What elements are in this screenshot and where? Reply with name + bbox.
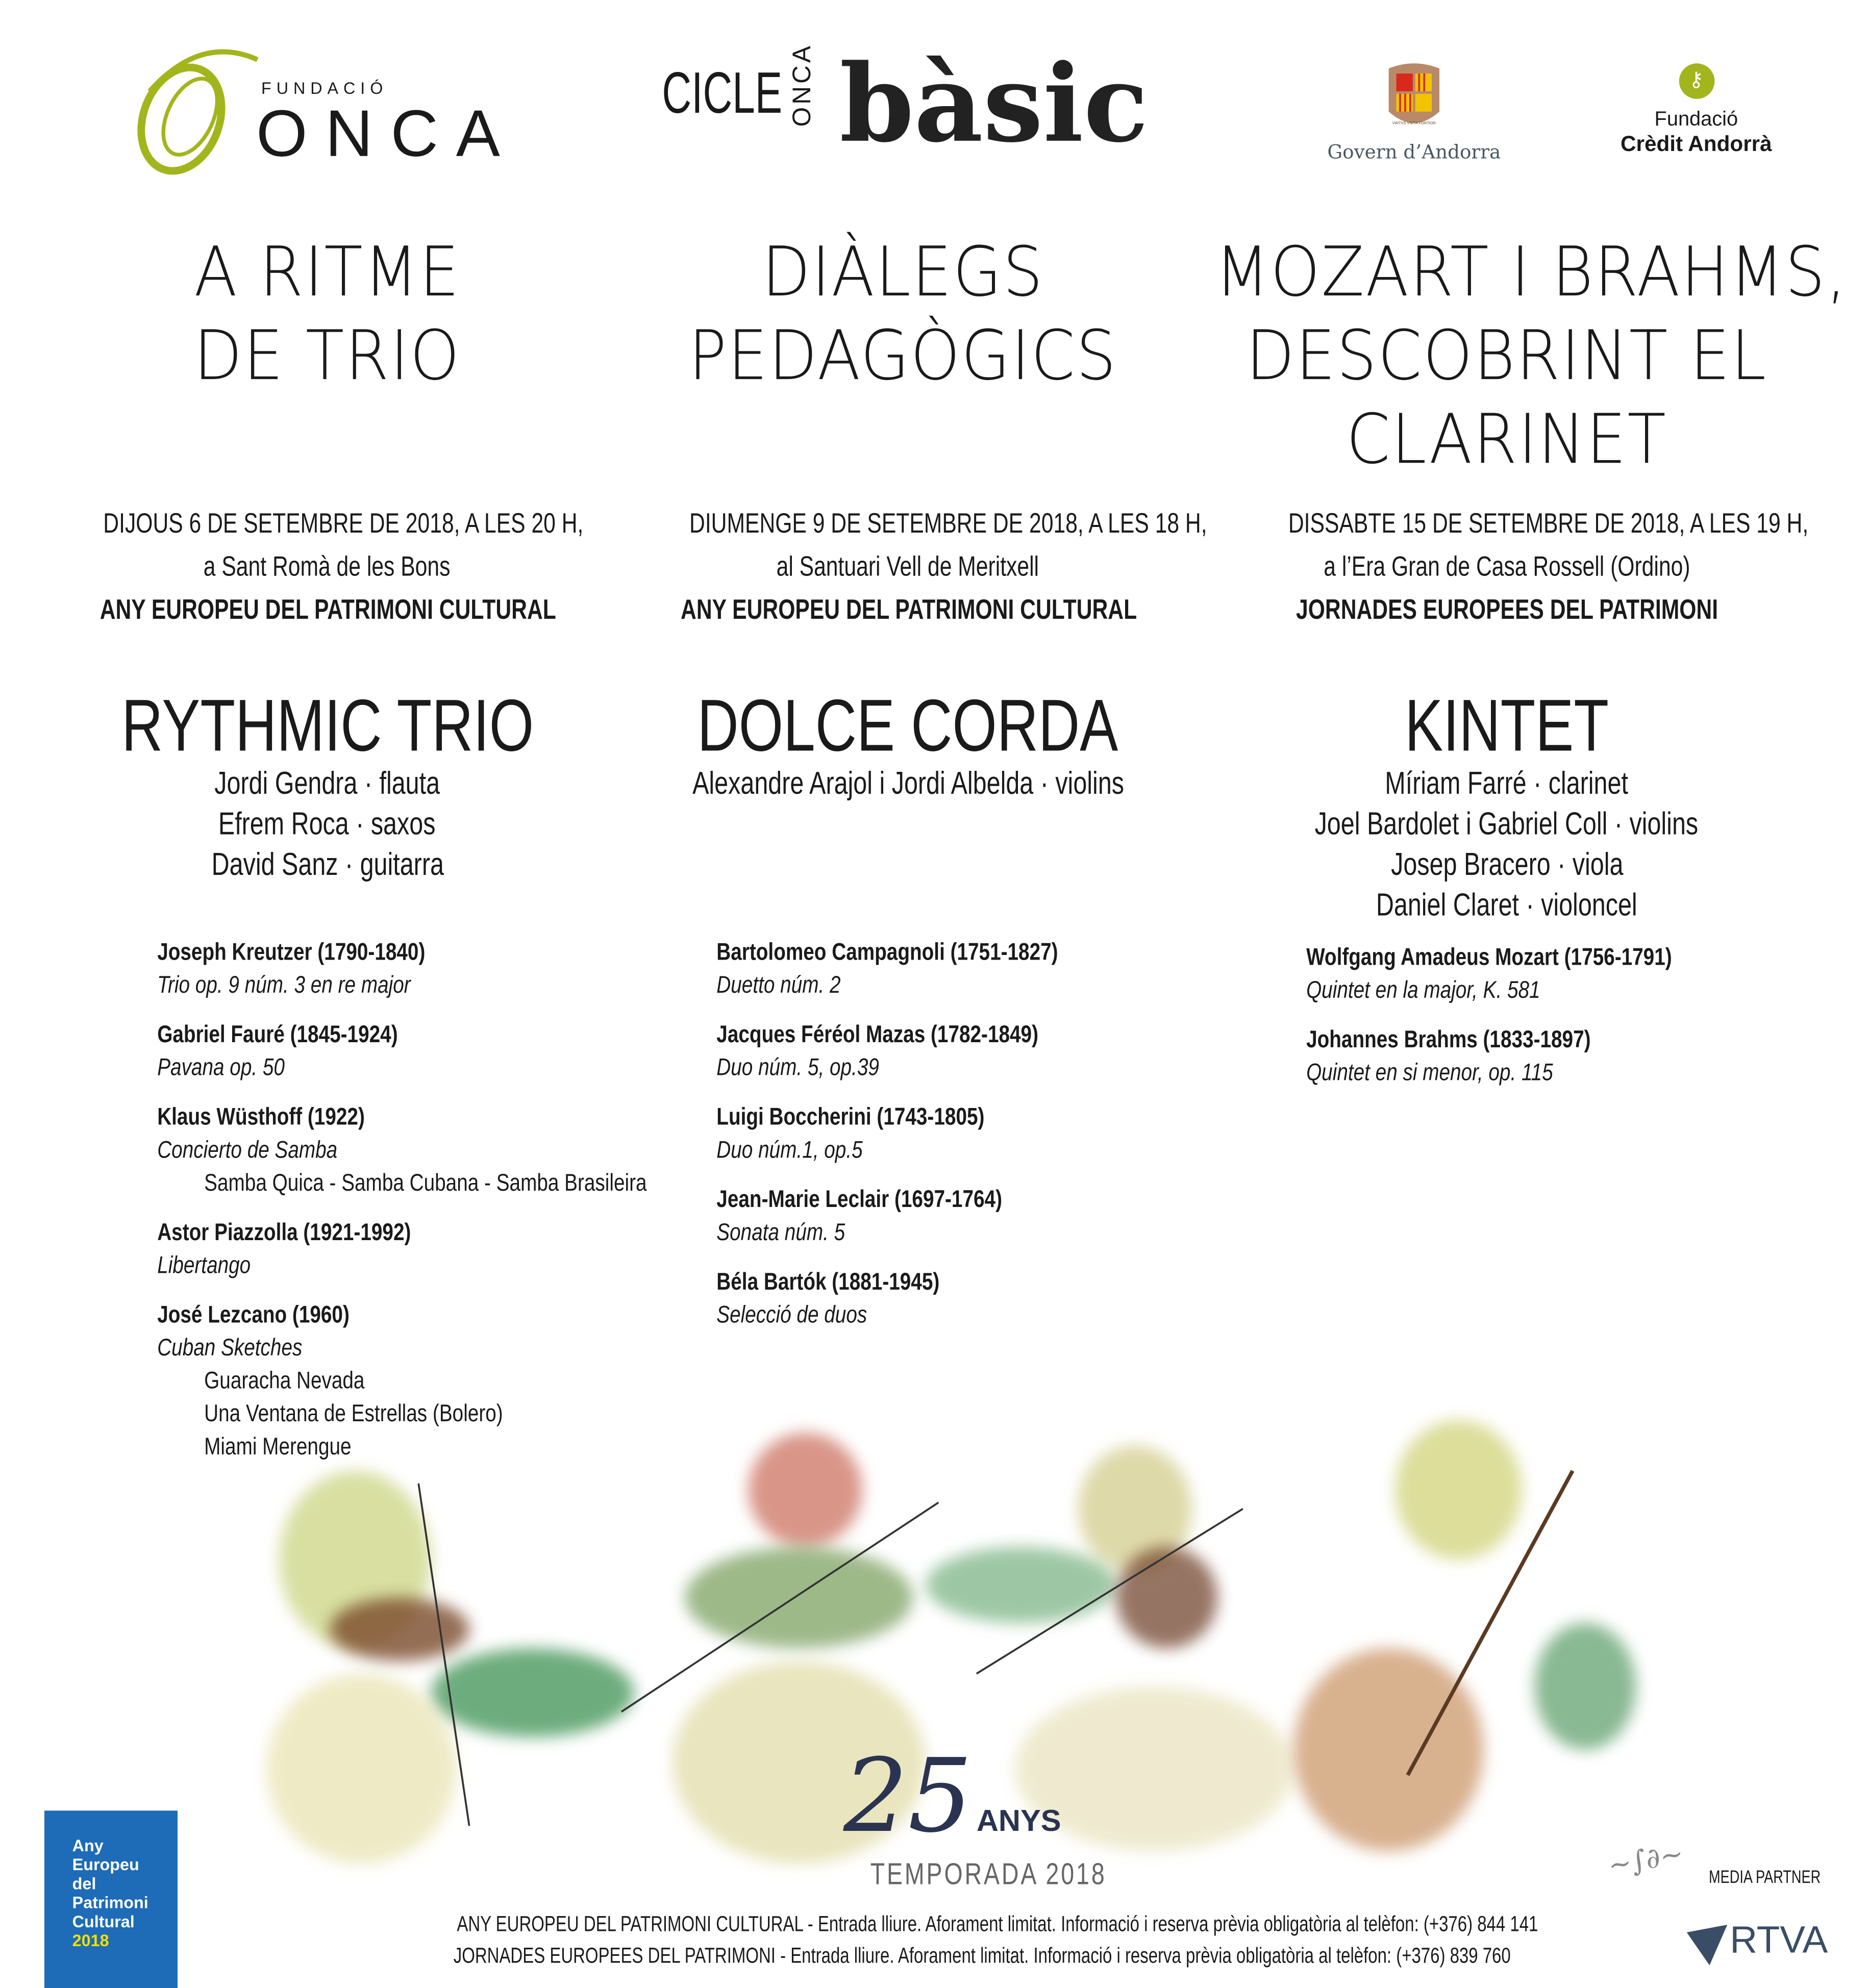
composer: Luigi Boccherini (1743-1805)	[716, 1104, 985, 1131]
composer: José Lezcano (1960)	[157, 1302, 350, 1329]
movement: Guaracha Nevada	[204, 1368, 365, 1395]
work: Quintet en si menor, op. 115	[1306, 1060, 1553, 1087]
artist-signature: ~∫∂~	[1606, 1838, 1686, 1883]
credit-line1: Fundació	[1654, 109, 1738, 131]
program-3	[1306, 942, 1752, 1107]
ensemble-1	[36, 685, 619, 885]
composer: Jean-Marie Leclair (1697-1764)	[716, 1187, 1002, 1214]
footer-line: ANY EUROPEU DEL PATRIMONI CULTURAL - Entrada lliure. Aforament limitat. Informació i reserva prèvia obligatòria al telèfon: (+376) 844 141	[457, 1912, 1538, 1936]
fundacio-credit-andorra-logo	[1598, 63, 1795, 157]
concert-date: DIUMENGE 9 DE SETEMBRE DE 2018, A LES 18 H,	[689, 507, 1207, 539]
work: Pavana op. 50	[157, 1054, 285, 1082]
season-label	[837, 1857, 1107, 1893]
media-partner-label	[1693, 1867, 1836, 1887]
member: Josep Bracero · viola	[1390, 847, 1623, 883]
concert-1	[36, 231, 619, 398]
work: Quintet en la major, K. 581	[1306, 977, 1540, 1004]
composer: Gabriel Fauré (1845-1924)	[157, 1022, 398, 1049]
ensemble-name: DOLCE CORDA	[698, 685, 1118, 767]
season-text: TEMPORADA 2018	[870, 1857, 1107, 1892]
cicle-text: CICLE	[662, 59, 783, 126]
work: Cuban Sketches	[157, 1335, 303, 1362]
concert-place: a l’Era Gran de Casa Rossell (Ordino)	[1323, 550, 1690, 582]
concert-date: DIJOUS 6 DE SETEMBRE DE 2018, A LES 20 H,	[103, 507, 584, 539]
concert-place: al Santuari Vell de Meritxell	[777, 550, 1039, 582]
rtva-mark-icon	[1684, 1922, 1728, 1966]
work: Trio op. 9 núm. 3 en re major	[157, 972, 411, 999]
concert-place: a Sant Romà de les Bons	[204, 550, 451, 582]
composer: Wolfgang Amadeus Mozart (1756-1791)	[1306, 944, 1672, 971]
badge-line: Europeu	[72, 1855, 139, 1874]
concert-title-line: DE TRIO	[193, 315, 461, 396]
footer-line: JORNADES EUROPEES DEL PATRIMONI - Entrada lliure. Aforament limitat. Informació i reserva prèvia obligatòria al telèfon: (+376) 839 760	[453, 1944, 1511, 1968]
program-1	[157, 937, 744, 1481]
badge-line: Patrimoni	[72, 1893, 148, 1912]
composer: Béla Bartók (1881-1945)	[716, 1269, 940, 1296]
concert-title-line: DIÀLEGS	[762, 232, 1044, 312]
ensemble-name: RYTHMIC TRIO	[121, 685, 534, 767]
work: Concierto de Samba	[157, 1137, 338, 1164]
anniversary-anys: ANYS	[976, 1804, 1061, 1839]
concert-2-info	[616, 502, 1207, 632]
member: Jordi Gendra · flauta	[214, 766, 440, 801]
work: Sonata núm. 5	[716, 1220, 845, 1247]
cicle-onca-basic-logo	[662, 40, 1149, 166]
badge-line: Cultural	[72, 1912, 135, 1931]
concert-3	[1189, 231, 1848, 482]
onca-swirl-icon	[124, 41, 264, 180]
concert-2	[611, 231, 1194, 398]
composer: Jacques Féréol Mazas (1782-1849)	[716, 1022, 1039, 1049]
basic-text: bàsic	[839, 40, 1149, 166]
concert-title-line: CLARINET	[1346, 399, 1667, 480]
concert-date: DISSABTE 15 DE SETEMBRE DE 2018, A LES 19 H,	[1288, 507, 1809, 539]
concert-3-info	[1215, 502, 1809, 632]
govern-andorra-logo	[1319, 61, 1509, 163]
composer: Johannes Brahms (1833-1897)	[1306, 1027, 1591, 1054]
concert-event: ANY EUROPEU DEL PATRIMONI CULTURAL	[681, 593, 1137, 625]
rtva-logo	[1684, 1917, 1828, 1968]
work: Duo núm.1, op.5	[716, 1137, 863, 1164]
badge-line: del	[72, 1874, 96, 1893]
credit-key-icon: ⚷	[1679, 63, 1714, 99]
any-europeu-badge	[44, 1810, 178, 1988]
concert-event: ANY EUROPEU DEL PATRIMONI CULTURAL	[99, 593, 556, 625]
movement: Una Ventana de Estrellas (Bolero)	[204, 1401, 503, 1428]
concert-title-line: PEDAGÒGICS	[688, 315, 1117, 396]
andorra-crest-icon	[1382, 61, 1446, 132]
composer: Joseph Kreutzer (1790-1840)	[157, 939, 426, 966]
onca-logo-small: FUNDACIÓ	[261, 79, 388, 98]
composer: Bartolomeo Campagnoli (1751-1827)	[716, 939, 1058, 966]
member: Míriam Farré · clarinet	[1385, 766, 1629, 801]
concert-title-line: MOZART I BRAHMS,	[1215, 232, 1848, 312]
work: Selecció de duos	[716, 1302, 867, 1329]
ensemble-2	[616, 685, 1200, 804]
badge-line: Any	[72, 1836, 104, 1855]
member: Joel Bardolet i Gabriel Coll · violins	[1314, 806, 1699, 842]
concert-title-line: A RITME	[194, 232, 461, 312]
fundacio-onca-logo	[124, 41, 518, 180]
work: Duo núm. 5, op.39	[716, 1054, 879, 1082]
ensemble-name: KINTET	[1404, 685, 1609, 767]
onca-vertical-text: ONCA	[788, 43, 817, 127]
work: Libertango	[157, 1252, 251, 1279]
movement: Samba Quica - Samba Cubana - Samba Brasileira	[204, 1170, 647, 1197]
badge-year: 2018	[72, 1931, 109, 1950]
member: Efrem Roca · saxos	[218, 806, 436, 842]
work: Duetto núm. 2	[716, 972, 841, 999]
anniversary-logo	[837, 1737, 1107, 1896]
member: Daniel Claret · violoncel	[1376, 887, 1637, 923]
concert-event: JORNADES EUROPEES DEL PATRIMONI	[1296, 593, 1718, 625]
anniversary-number: 25	[843, 1737, 973, 1855]
govern-label: Govern d’Andorra	[1327, 140, 1501, 164]
footer-info	[305, 1908, 1573, 1972]
rtva-text: RTVA	[1730, 1920, 1828, 1962]
movement: Miami Merengue	[204, 1434, 352, 1461]
concert-1-info	[36, 502, 619, 632]
crest-motto: VIRTVS VNITA FORTIOR	[1392, 120, 1436, 125]
program-2	[716, 937, 1133, 1349]
member: David Sanz · guitarra	[211, 847, 443, 883]
ensemble-3	[1215, 685, 1798, 925]
composer: Astor Piazzolla (1921-1992)	[157, 1220, 411, 1247]
concert-title-line: DESCOBRINT EL	[1246, 315, 1767, 396]
member: Alexandre Arajol i Jordi Albelda · violins	[692, 766, 1124, 801]
credit-line2: Crèdit Andorrà	[1621, 132, 1772, 156]
composer: Klaus Wüsthoff (1922)	[157, 1104, 365, 1131]
media-partner-text: MEDIA PARTNER	[1709, 1866, 1821, 1887]
onca-logo-big: ONCA	[256, 97, 518, 171]
